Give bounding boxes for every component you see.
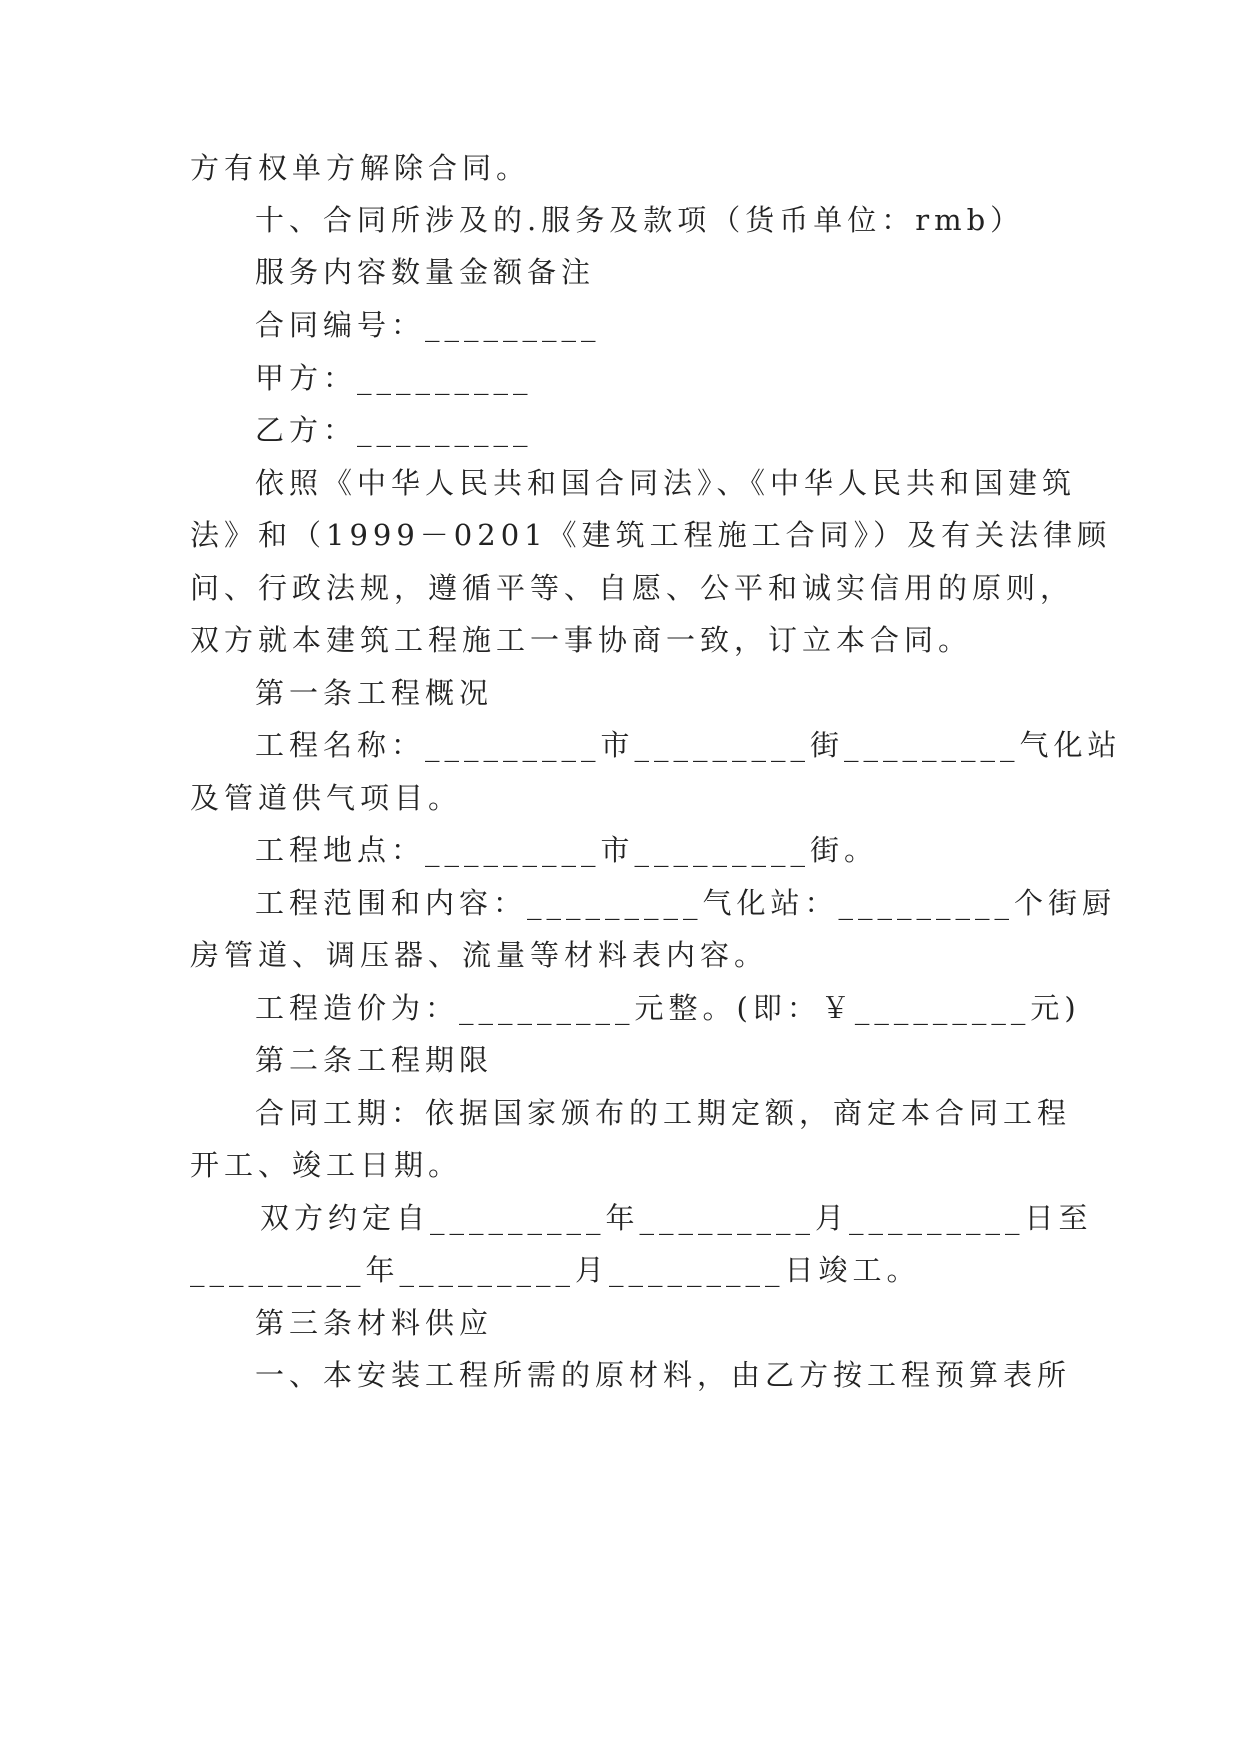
project-cost-field: 工程造价为：_________元整。(即：￥_________元) (255, 991, 1081, 1025)
table-header-line: 服务内容数量金额备注 (255, 255, 596, 289)
party-b-field: 乙方：_________ (255, 413, 533, 447)
paragraph-line: 开工、竣工日期。 (190, 1148, 463, 1182)
paragraph-line: 一、本安装工程所需的原材料，由乙方按工程预算表所 (255, 1358, 1072, 1392)
schedule-field: _________年_________月_________日竣工。 (190, 1253, 921, 1287)
paragraph-line: 合同工期：依据国家颁布的工期定额，商定本合同工程 (255, 1096, 1072, 1130)
paragraph-line: 方有权单方解除合同。 (190, 151, 531, 185)
contract-number-field: 合同编号：_________ (255, 308, 601, 342)
paragraph-line: 依照《中华人民共和国合同法》、《中华人民共和国建筑 (255, 466, 1077, 500)
article-heading: 第一条工程概况 (255, 676, 494, 710)
section-heading: 十、合同所涉及的.服务及款项（货币单位：rmb） (255, 203, 1025, 237)
paragraph-line: 问、行政法规，遵循平等、自愿、公平和诚实信用的原则， (190, 571, 1075, 605)
party-a-field: 甲方：_________ (255, 361, 533, 395)
paragraph-line: 双方就本建筑工程施工一事协商一致，订立本合同。 (190, 623, 973, 657)
article-heading: 第三条材料供应 (255, 1306, 494, 1340)
paragraph-line: 法》和（1999－0201《建筑工程施工合同》）及有关法律顾 (190, 518, 1112, 552)
project-scope-field: 工程范围和内容：_________气化站：_________个街厨 (255, 886, 1117, 920)
article-heading: 第二条工程期限 (255, 1043, 494, 1077)
paragraph-line: 房管道、调压器、流量等材料表内容。 (190, 938, 769, 972)
paragraph-line: 及管道供气项目。 (190, 781, 463, 815)
schedule-field: 双方约定自_________年_________月_________日至 (260, 1201, 1093, 1235)
project-name-field: 工程名称：_________市_________街_________气化站 (255, 728, 1122, 762)
project-location-field: 工程地点：_________市_________街。 (255, 833, 879, 867)
